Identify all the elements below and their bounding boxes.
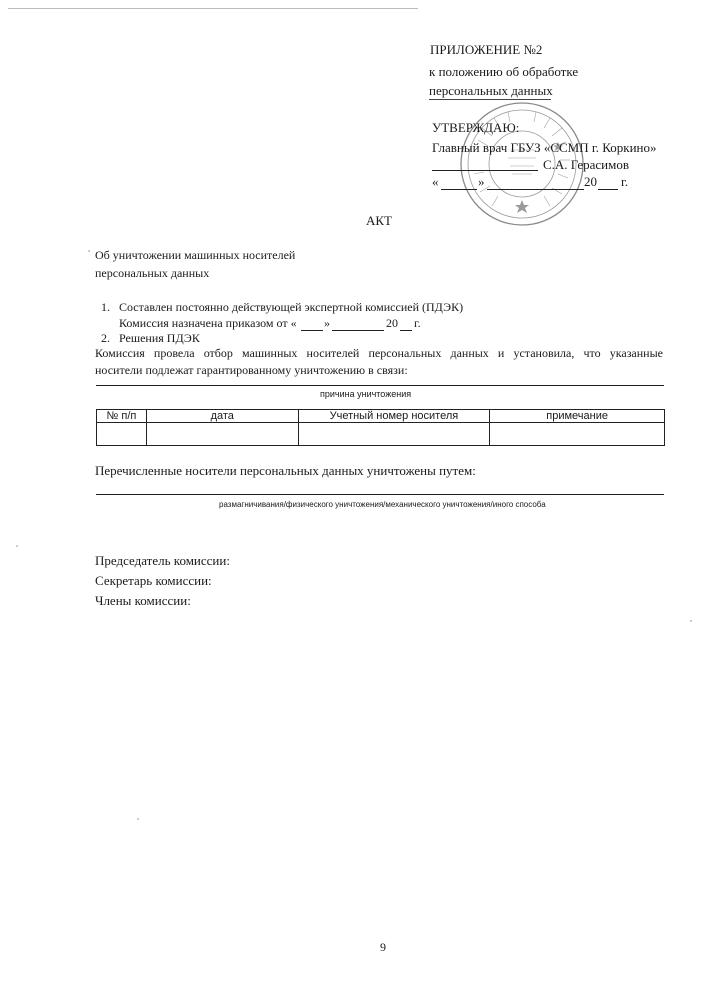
order-month-line: [332, 330, 384, 331]
method-line: [96, 494, 664, 495]
approval-position: Главный врач ГБУЗ «ССМП г. Коркино»: [432, 140, 657, 155]
decision-text-line-2: носители подлежат гарантированному уничтожению в связи:: [95, 363, 408, 377]
scan-dot: [137, 818, 139, 820]
subject-line-1: Об уничтожении машинных носителей: [95, 248, 296, 262]
order-year-line: [400, 330, 412, 331]
item-1-order-suffix: г.: [414, 316, 421, 330]
reason-line: [96, 385, 664, 386]
approval-day-line: [441, 189, 477, 190]
item-1-order-mid: »: [324, 316, 330, 330]
page-number: 9: [380, 940, 386, 954]
item-1-text: Составлен постоянно действующей экспертной комиссией (ПДЭК): [119, 300, 464, 314]
header-number: № п/п: [97, 410, 147, 423]
item-1-order-text: Комиссия назначена приказом от «: [119, 316, 297, 330]
appendix-title: ПРИЛОЖЕНИЕ №2: [430, 42, 543, 57]
table-cell: [490, 423, 665, 446]
document-title: АКТ: [366, 213, 392, 228]
scan-dot: [88, 250, 90, 252]
approval-month-line: [487, 189, 584, 190]
header-note: примечание: [490, 410, 665, 423]
item-1-order-year: 20: [386, 316, 398, 330]
table-cell: [146, 423, 298, 446]
header-media-number: Учетный номер носителя: [298, 410, 490, 423]
decision-text-line-1: Комиссия провела отбор машинных носителей персональных данных и установила, что указанные: [95, 346, 663, 360]
appendix-line-2: персональных данных: [429, 83, 553, 98]
approval-date-suffix: г.: [621, 174, 629, 189]
appendix-line-1: к положению об обработке: [429, 64, 579, 79]
table-header-row: [97, 410, 665, 423]
approval-year-line: [598, 189, 618, 190]
scan-edge-line: [8, 8, 418, 9]
approval-date-year: 20: [584, 174, 597, 189]
reason-caption: причина уничтожения: [320, 389, 412, 399]
scan-dot: [16, 545, 18, 547]
table-cell: [298, 423, 490, 446]
approval-date-open: «: [432, 174, 439, 189]
approval-name: С.А. Герасимов: [543, 157, 629, 172]
item-1-number: 1.: [101, 300, 110, 314]
destroyed-text: Перечисленные носители персональных данных уничтожены путем:: [95, 463, 476, 478]
header-date: дата: [146, 410, 298, 423]
members-label: Члены комиссии:: [95, 593, 191, 608]
chairman-label: Председатель комиссии:: [95, 553, 230, 568]
approval-date-mid: »: [478, 174, 485, 189]
table-cell: [97, 423, 147, 446]
approval-signature-line: [432, 170, 538, 171]
media-table: [96, 409, 665, 446]
secretary-label: Секретарь комиссии:: [95, 573, 212, 588]
item-2-text: Решения ПДЭК: [119, 331, 200, 345]
approval-heading: УТВЕРЖДАЮ:: [432, 120, 520, 135]
item-2-number: 2.: [101, 331, 110, 345]
table-row: [97, 423, 665, 446]
subject-line-2: персональных данных: [95, 266, 210, 280]
method-caption: размагничивания/физического уничтожения/механического уничтожения/иного способа: [219, 500, 546, 509]
order-day-line: [301, 330, 323, 331]
scan-dot: [690, 620, 692, 622]
